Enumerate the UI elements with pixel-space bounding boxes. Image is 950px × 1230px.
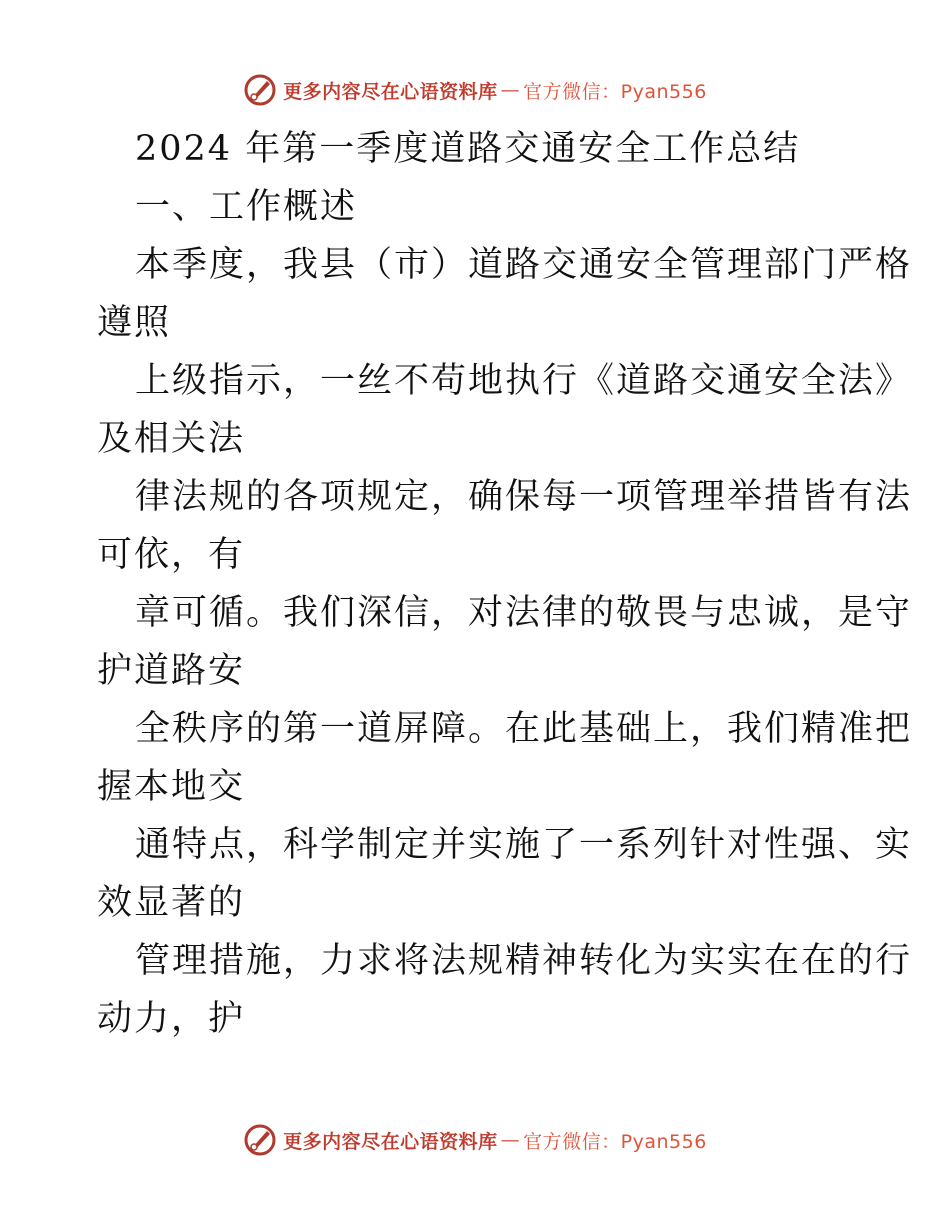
banner-separator: — (500, 1129, 521, 1151)
paragraph-line: 章可循。我们深信，对法律的敬畏与忠诚，是守 (135, 593, 913, 633)
paragraph-line: 可依，有 (97, 535, 246, 575)
paragraph-line: 护道路安 (97, 651, 246, 691)
paragraph-line: 通特点，科学制定并实施了一系列针对性强、实 (135, 825, 913, 865)
paragraph-line: 上级指示，一丝不苟地执行《道路交通安全法》 (135, 361, 913, 401)
banner-site-text: 更多内容尽在心语资料库 (283, 1130, 498, 1153)
paragraph-line: 效显著的 (97, 883, 246, 923)
quill-logo-icon (243, 73, 277, 107)
paragraph-line: 动力，护 (97, 999, 246, 1039)
banner-wechat-text: 官方微信：Pyan556 (523, 1130, 707, 1153)
banner-site-text: 更多内容尽在心语资料库 (283, 80, 498, 103)
paragraph-line: 管理措施，力求将法规精神转化为实实在在的行 (135, 941, 913, 981)
paragraph-line: 本季度，我县（市）道路交通安全管理部门严格 (135, 245, 913, 285)
section-heading: 一、工作概述 (135, 187, 358, 227)
paragraph-line: 全秩序的第一道屏障。在此基础上，我们精准把 (135, 709, 913, 749)
footer-watermark (0, 1120, 950, 1160)
quill-logo-icon (243, 1123, 277, 1157)
paragraph-line: 握本地交 (97, 767, 246, 807)
paragraph-line: 及相关法 (97, 419, 246, 459)
banner-separator: — (500, 79, 521, 101)
document-title: 2024 年第一季度道路交通安全工作总结 (135, 129, 801, 169)
banner-wechat-text: 官方微信：Pyan556 (523, 80, 707, 103)
paragraph-line: 律法规的各项规定，确保每一项管理举措皆有法 (135, 477, 913, 517)
header-watermark (0, 70, 950, 110)
paragraph-line: 遵照 (97, 303, 172, 343)
